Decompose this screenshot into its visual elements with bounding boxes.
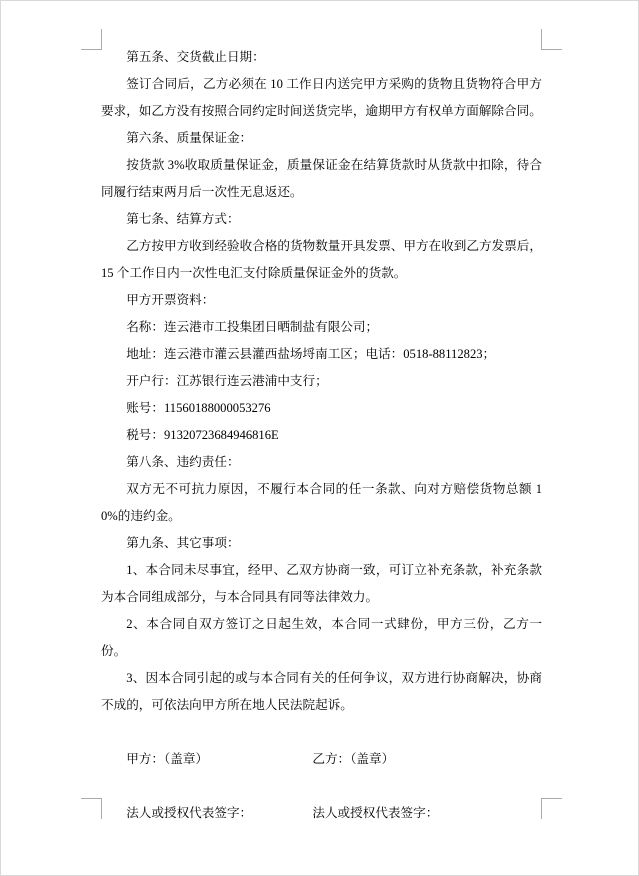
clause9-item1: 1、本合同未尽事宜，经甲、乙双方协商一致，可订立补充条款，补充条款为本合同组成部分，与本合同具有同等法律效力。: [101, 563, 542, 604]
clause9-title: 第九条、其它事项：: [126, 536, 240, 550]
signature-row: [101, 800, 542, 827]
margin-crop-mark-bottom-left: [81, 798, 102, 819]
party-a-seal-label: 甲方：（盖章）: [126, 752, 209, 766]
clause9-item3: 3、因本合同引起的或与本合同有关的任何争议，双方进行协商解决，协商不成的，可依法向甲方所在地人民法院起诉。: [101, 671, 542, 712]
clause8-title: 第八条、违约责任：: [126, 455, 240, 469]
margin-crop-mark-bottom-right: [541, 798, 562, 819]
invoice-info-title: 甲方开票资料：: [126, 293, 215, 307]
clause6-title: 第六条、质量保证金：: [126, 131, 253, 145]
seal-row: [101, 746, 542, 773]
clause9-item2: 2、本合同自双方签订之日起生效，本合同一式肆份，甲方三份，乙方一份。: [101, 617, 542, 658]
invoice-bank: 开户行：江苏银行连云港浦中支行；: [126, 374, 328, 388]
clause5-title: 第五条、交货截止日期：: [126, 50, 265, 64]
clause5-body: 签订合同后，乙方必须在 10 工作日内送完甲方采购的货物且货物符合甲方要求，如乙方没有按照合同约定时间送货完毕，逾期甲方有权单方面解除合同。: [101, 77, 542, 118]
party-b-seal-label: 乙方：（盖章）: [312, 752, 395, 766]
invoice-name: 名称：连云港市工投集团日晒制盐有限公司；: [126, 320, 379, 334]
clause7-title: 第七条、结算方式：: [126, 212, 240, 226]
invoice-address: 地址：连云港市灌云县灌西盐场埒南工区；电话：0518-88112823；: [126, 347, 496, 361]
clause6-body: 按货款 3%收取质量保证金，质量保证金在结算货款时从货款中扣除，待合同履行结束两月后一次性无息返还。: [101, 158, 542, 199]
margin-crop-mark-top-right: [541, 29, 562, 50]
invoice-tax-id: 税号：91320723684946816E: [126, 428, 279, 442]
clause8-body: 双方无不可抗力原因，不履行本合同的任一条款、向对方赔偿货物总额 10%的违约金。: [101, 482, 542, 523]
clause7-body: 乙方按甲方收到经验收合格的货物数量开具发票、甲方在收到乙方发票后，15 个工作日内一次性电汇支付除质量保证金外的货款。: [101, 239, 542, 280]
invoice-account-number: 账号：11560188000053276: [126, 401, 271, 415]
margin-crop-mark-top-left: [81, 29, 102, 50]
contract-body: [101, 44, 542, 827]
party-a-signature-label: 法人或授权代表签字：: [126, 806, 253, 820]
party-b-signature-label: 法人或授权代表签字：: [312, 806, 439, 820]
